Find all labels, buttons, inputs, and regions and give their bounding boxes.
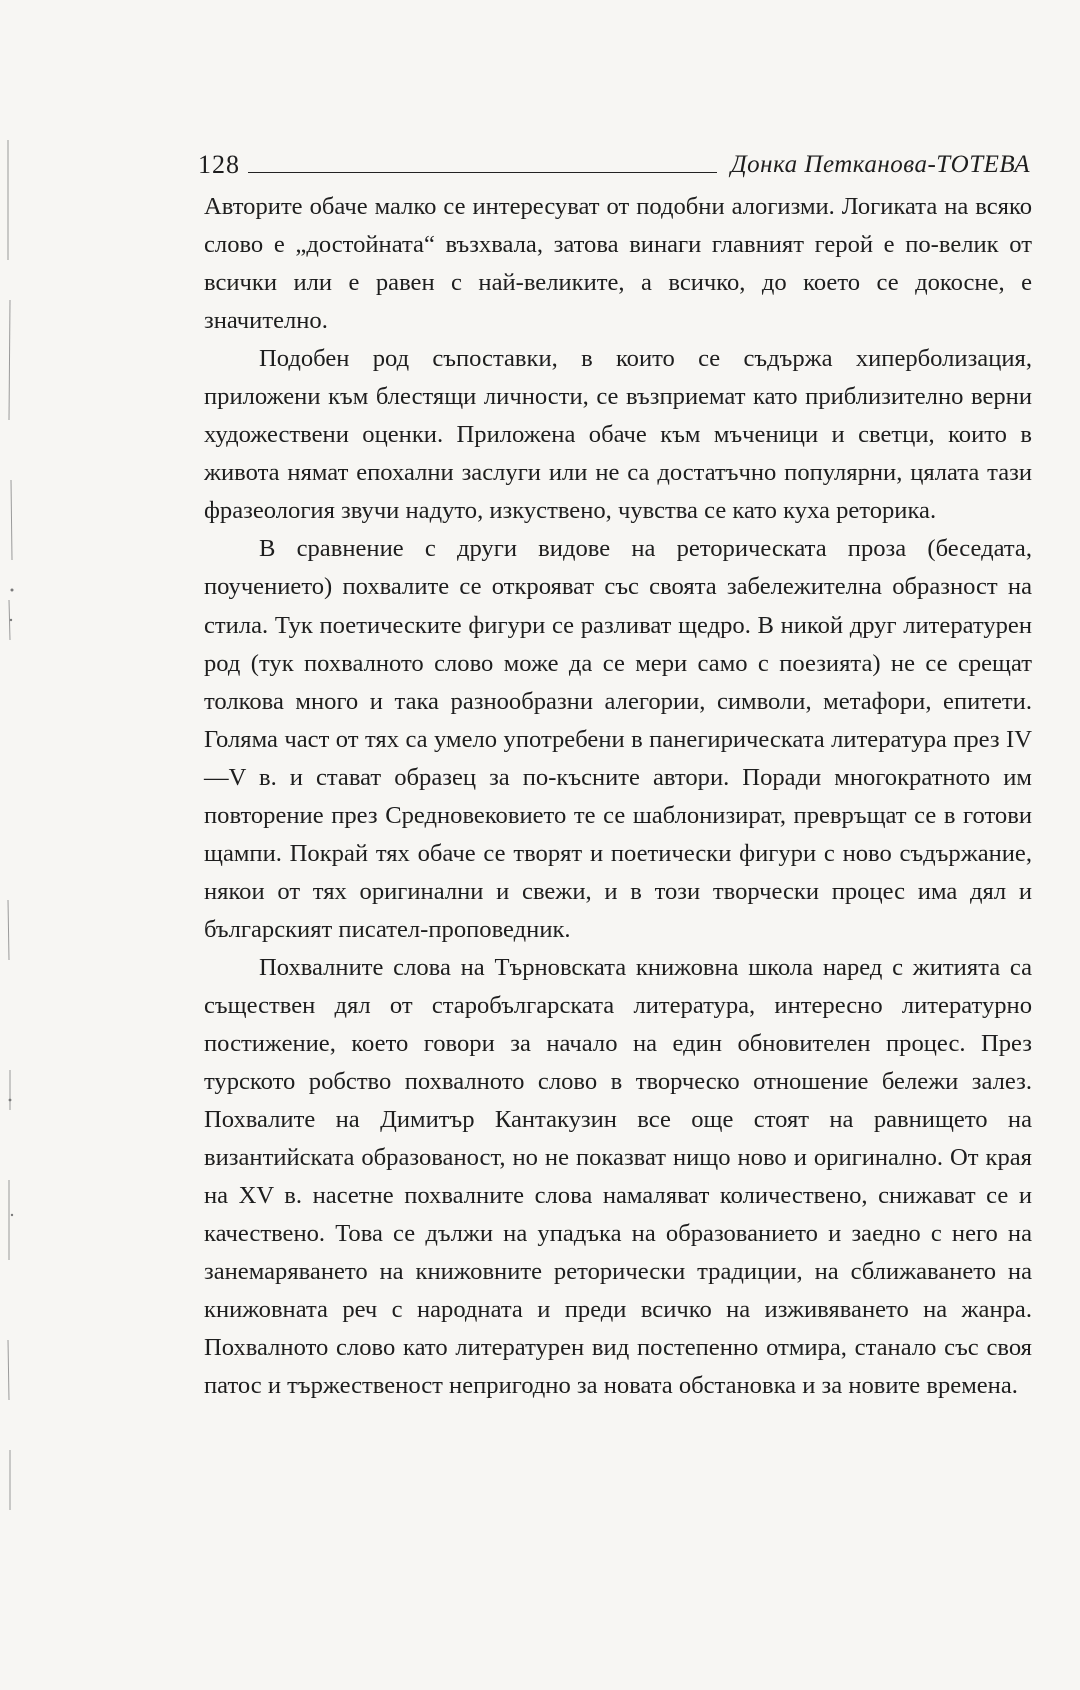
running-header	[198, 138, 1030, 178]
running-head-author: Донка Петканова-ТОТЕВА	[730, 151, 1030, 178]
scan-edge-marks	[0, 0, 40, 1690]
body-text	[204, 188, 1032, 1406]
page-number: 128	[198, 150, 240, 179]
paragraph-2: Подобен род съпоставки, в които се съдържа хиперболизация, приложени към блестящи личности, се възприемат като приблизително верни художествени оценки. Приложена обаче към мъченици и светци, които в живота нямат епохални заслуги или не са достатъчно популярни, цялата тази фразеология звучи надуто, изкуствено, чувства се като куха реторика.	[204, 345, 1032, 525]
paragraph-3: В сравнение с други видове на реторическата проза (беседата, поучението) похвалите се открояват със своята забележителна образност на стила. Тук поетическите фигури се разливат щедро. В никой друг литературен род (тук похвалното слово може да се мери само с поезията) не се срещат толкова много и така разнообразни алегории, символи, метафори, епитети. Голяма част от тях са умело употребени в панегирическата литература през IV—V в. и стават образец за по-късните автори. Поради многократното им повторение през Средновековието те се шаблонизират, превръщат се в готови щампи. Покрай тях обаче се творят и поетически фигури с ново съдържание, някои от тях оригинални и свежи, и в този творчески процес има дял и българският писател-проповедник.	[204, 535, 1032, 943]
paragraph-4: Похвалните слова на Търновската книжовна школа наред с житията са съществен дял от старобългарската литература, интересно литературно постижение, което говори за начало на един обновителен процес. През турското робство похвалното слово в творческо отношение бележи залез. Похвалите на Димитър Кантакузин все още стоят на равнището на византийската образованост, но не показват нищо ново и оригинално. От края на XV в. насетне похвалните слова намаляват количествено, снижават се и качествено. Това се дължи на упадъка на образованието и заедно с него на занемаряването на книжовните реторически традиции, на сближаването на книжовната реч с народната и преди всичко на изживяването на жанра. Похвалното слово като литературен вид постепенно отмира, станало със своя патос и тържественост непригодно за новата обстановка и за новите времена.	[204, 953, 1032, 1400]
paragraph-1: Авторите обаче малко се интересуват от подобни алогизми. Логиката на всяко слово е „достойната“ възхвала, затова винаги главният герой е по-велик от всички или е равен с най-великите, а всичко, до което се докосне, е значително.	[204, 193, 1032, 335]
header-rule	[248, 172, 717, 173]
